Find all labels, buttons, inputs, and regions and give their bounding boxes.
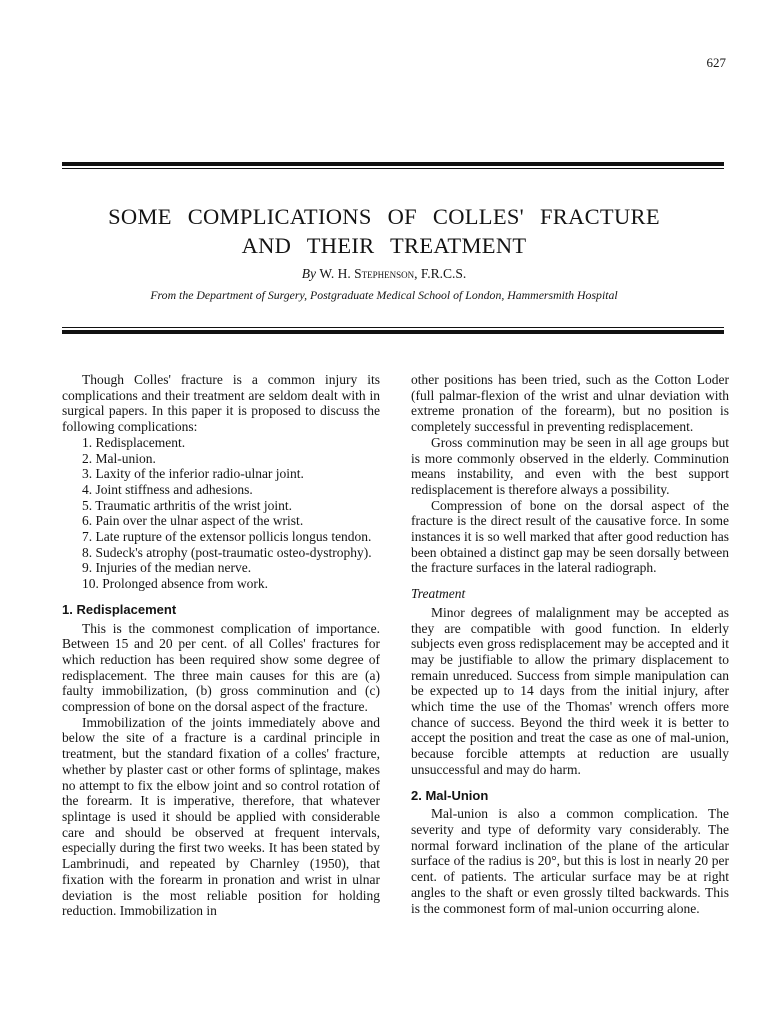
body-paragraph: This is the commonest complication of importance. Between 15 and 20 per cent. of all Colles' fractures for which reduction has been required show some degree of redisplacement. The three main causes for this are (a) faulty immobilization, (b) gross comminution and (c) compression of bone on the dorsal aspect of the fracture. bbox=[62, 620, 380, 715]
section-heading-mal-union: 2. Mal-Union bbox=[411, 787, 489, 803]
page-number: 627 bbox=[706, 55, 726, 70]
bottom-rule bbox=[62, 330, 724, 334]
body-paragraph: other positions has been tried, such as the Cotton Loder (full palmar-flexion of the wrist and ulnar deviation with extreme pronation of the forearm), but no position is completely successful in preventing redisplacement. bbox=[411, 372, 729, 435]
list-item: 8. Sudeck's atrophy (post-traumatic osteo-dystrophy). bbox=[82, 544, 372, 560]
subheading-treatment: Treatment bbox=[411, 586, 466, 602]
body-paragraph: Compression of bone on the dorsal aspect of the fracture is the direct result of the causative force. In some instances it is so well marked that after good reduction has been obtained a distinct gap may be seen dorsally between the fracture surfaces in the lateral radiograph. bbox=[411, 497, 729, 576]
list-item: 9. Injuries of the median nerve. bbox=[82, 560, 252, 576]
byline-prefix: By bbox=[301, 266, 316, 281]
body-paragraph: Gross comminution may be seen in all age groups but is more commonly observed in the elderly. Comminution means instability, and even with the best support redisplacement is therefore always a possibility. bbox=[411, 434, 729, 497]
list-item: 2. Mal-union. bbox=[82, 450, 156, 466]
right-column bbox=[411, 372, 729, 916]
list-item: 10. Prolonged absence from work. bbox=[82, 576, 268, 592]
body-paragraph: Immobilization of the joints immediately above and below the site of a fracture is a cardinal principle in treatment, but the standard fixation of a colles' fracture, whether by plaster cast or other forms of splintage, makes no attempt to fix the elbow joint and so control rotation of the forearm. It is imperative, therefore, that whatever splintage is used it should be applied with considerable care and should be observed at frequent intervals, especially during the first two weeks. It has been stated by Lambrinudi, and repeated by Charnley (1950), that fixation with the forearm in pronation and wrist in ulnar deviation is the most reliable position for holding reduction. Immobilization in bbox=[62, 714, 380, 919]
article-title bbox=[44, 202, 724, 260]
list-item: 4. Joint stiffness and adhesions. bbox=[82, 481, 253, 497]
list-item: 7. Late rupture of the extensor pollicis longus tendon. bbox=[82, 529, 372, 545]
intro-paragraph: Though Colles' fracture is a common injury its complications and their treatment are seldom dealt with in surgical papers. In this paper it is proposed to discuss the following complications: bbox=[62, 372, 380, 435]
complications-list bbox=[62, 435, 380, 592]
list-item: 6. Pain over the ulnar aspect of the wrist. bbox=[82, 513, 304, 529]
list-item: 3. Laxity of the inferior radio-ulnar joint. bbox=[82, 466, 304, 482]
list-item: 5. Traumatic arthritis of the wrist joint. bbox=[82, 497, 292, 513]
left-column bbox=[62, 372, 380, 919]
body-paragraph: Minor degrees of malalignment may be accepted as they are compatible with good function. In elderly subjects even gross redisplacement may be accepted and it may be justifiable to allow the primary displacement to remain unreduced. Success from simple manipulation can be expected up to 14 days from the initial injury, after which time the use of the Thomas' wrench offers more chance of success. Beyond the third week it is better to accept the position and treat the case as one of mal-union, because forcible attempts at reduction are usually unsuccessful and may do harm. bbox=[411, 604, 729, 777]
byline bbox=[44, 266, 724, 282]
bottom-rule-thin bbox=[62, 327, 724, 328]
affiliation: From the Department of Surgery, Postgraduate Medical School of London, Hammersmith Hospital bbox=[150, 288, 618, 302]
body-paragraph: Mal-union is also a common complication. The severity and type of deformity vary considerably. The normal forward inclination of the plane of the articular surface of the radius is 20°, but this is lost in nearly 20 per cent. of patients. The articular surface may be at right angles to the shaft or even grossly tilted backwards. This is the commonest form of mal-union occurring alone. bbox=[411, 806, 729, 916]
top-rule bbox=[62, 162, 724, 166]
section-heading-redisplacement: 1. Redisplacement bbox=[62, 601, 177, 617]
title-line-2: AND THEIR TREATMENT bbox=[241, 233, 527, 258]
author-degree: , F.R.C.S. bbox=[414, 266, 467, 281]
author-name: W. H. Stephenson bbox=[319, 266, 415, 281]
list-item: 1. Redisplacement. bbox=[82, 434, 186, 450]
title-line-1: SOME COMPLICATIONS OF COLLES' FRACTURE bbox=[108, 204, 660, 229]
top-rule-thin bbox=[62, 168, 724, 169]
